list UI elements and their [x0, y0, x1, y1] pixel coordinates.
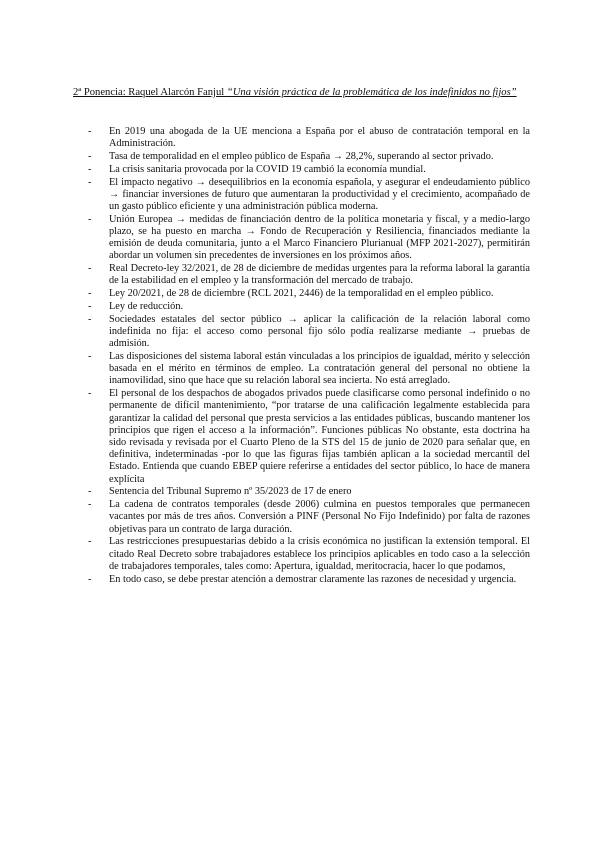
list-item — [88, 151, 530, 163]
bullet-dash: - — [88, 313, 92, 325]
bullet-dash: - — [88, 499, 92, 511]
list-item-text: La crisis sanitaria provocada por la COVID 19 cambió la economía mundial. — [109, 163, 426, 175]
bullet-dash: - — [88, 486, 92, 498]
list-item — [88, 314, 530, 351]
bullet-dash: - — [88, 573, 92, 585]
list-item-text: Sociedades estatales del sector público → aplicar la calificación de la relación laboral como indefinida no fija: el acceso como personal fijo sólo podía realizarse mediante → pruebas de admisión. — [109, 313, 530, 350]
list-item — [88, 164, 530, 176]
bullet-dash: - — [88, 163, 92, 175]
list-item — [88, 214, 530, 263]
list-item — [88, 288, 530, 300]
bullet-dash: - — [88, 351, 92, 362]
list-item-text: El personal de los despachos de abogados privados puede clasificarse como personal indefinido o no permanente de difícil mantenimiento, “por tratarse de una calificación legalmente establecida para garantizar la calidad del personal que presta servicios a las entidades públicas, buscando mantener los principios que rigen el acceso a la información”. Funciones públicas No obstante, esta doctrina ha sido revisada y revisada por el Cuarto Pleno de la STS del 15 de junio de 2020 para señalar que, en definitiva, indeterminadas -por lo que las figuras fijas también aplican a la sociedad mercantil del Estado. Entienda que cuando EBEP quiere referirse a entidades del sector público, lo hace de manera explícita — [109, 388, 530, 485]
bullet-dash: - — [88, 301, 92, 312]
list-item-text: Real Decreto-ley 32/2021, de 28 de diciembre de medidas urgentes para la reforma laboral la garantía de la estabilidad en el empleo y la transformación del mercado de trabajo. — [109, 263, 530, 287]
bullet-dash: - — [88, 288, 92, 300]
list-item — [88, 301, 530, 313]
list-item — [88, 574, 530, 586]
list-item — [88, 177, 530, 214]
bullet-dash: - — [88, 126, 92, 137]
list-item-text: Tasa de temporalidad en el empleo público de España → 28,2%, superando al sector privado. — [109, 151, 494, 162]
list-item — [88, 263, 530, 287]
list-item-text: La cadena de contratos temporales (desde 2006) culmina en puestos temporales que permanecen vacantes por más de tres años. Conversión a PINF (Personal No Fijo Indefinido) por falta de razones objetivas para un contrato de larga duración. — [109, 499, 530, 535]
heading-title: “Una visión práctica de la problemática de los indefinidos no fijos” — [226, 87, 517, 98]
list-item-text: Las restricciones presupuestarias debido a la crisis económica no justifican la extensión temporal. El citado Real Decreto sobre trabajadores establece los principios aplicables en todo caso a la selección de trabajadores temporales, tales como: Apertura, igualdad, meritocracia, hacer lo que podamos, — [109, 536, 530, 572]
bullet-dash: - — [88, 263, 92, 275]
bullet-list — [88, 126, 530, 586]
list-item-text: En todo caso, se debe prestar atención a demostrar claramente las razones de necesidad y urgencia. — [109, 573, 517, 585]
list-item-text: El impacto negativo → desequilibrios en la economía española, y asegurar el endeudamiento público → financiar inversiones de futuro que aumentaran la productividad y el crecimiento, acompañado de un gasto público eficiente y una administración pública moderna. — [109, 176, 530, 212]
bullet-dash: - — [88, 536, 92, 548]
list-item — [88, 126, 530, 150]
list-item — [88, 388, 530, 486]
list-item — [88, 486, 530, 498]
list-item-text: Unión Europea → medidas de financiación dentro de la política monetaria y fiscal, y a medio-largo plazo, se ha puesto en marcha → Fondo de Recuperación y Resiliencia, financiados mediante la emisión de deuda comunitaria, junto a el Marco Financiero Plurianual (MFP 2021-2027), permitirán abordar un volumen sin precedentes de inversiones en los próximos años. — [109, 213, 530, 262]
bullet-dash: - — [88, 388, 92, 400]
bullet-dash: - — [88, 176, 92, 188]
bullet-dash: - — [88, 213, 92, 225]
list-item-text: Ley 20/2021, de 28 de diciembre (RCL 2021, 2446) de la temporalidad en el empleo público. — [109, 288, 494, 300]
heading-prefix: 2ª Ponencia: Raquel Alarcón Fanjul — [73, 87, 227, 98]
list-item-text: En 2019 una abogada de la UE menciona a España por el abuso de contratación temporal en la Administración. — [109, 126, 530, 150]
list-item — [88, 499, 530, 536]
section-heading — [73, 86, 529, 99]
list-item-text: Ley de reducción. — [109, 301, 184, 312]
list-item — [88, 351, 530, 388]
list-item-text: Sentencia del Tribunal Supremo nº 35/2023 de 17 de enero — [109, 486, 352, 498]
list-item-text: Las disposiciones del sistema laboral están vinculadas a los principios de igualdad, mérito y selección basada en el mérito en términos de empleo. La contratación general del personal no obtiene la inamovilidad, sino que hace que su relación laboral sea incierta. No está arreglado. — [109, 351, 530, 387]
bullet-dash: - — [88, 151, 92, 162]
list-item — [88, 536, 530, 573]
